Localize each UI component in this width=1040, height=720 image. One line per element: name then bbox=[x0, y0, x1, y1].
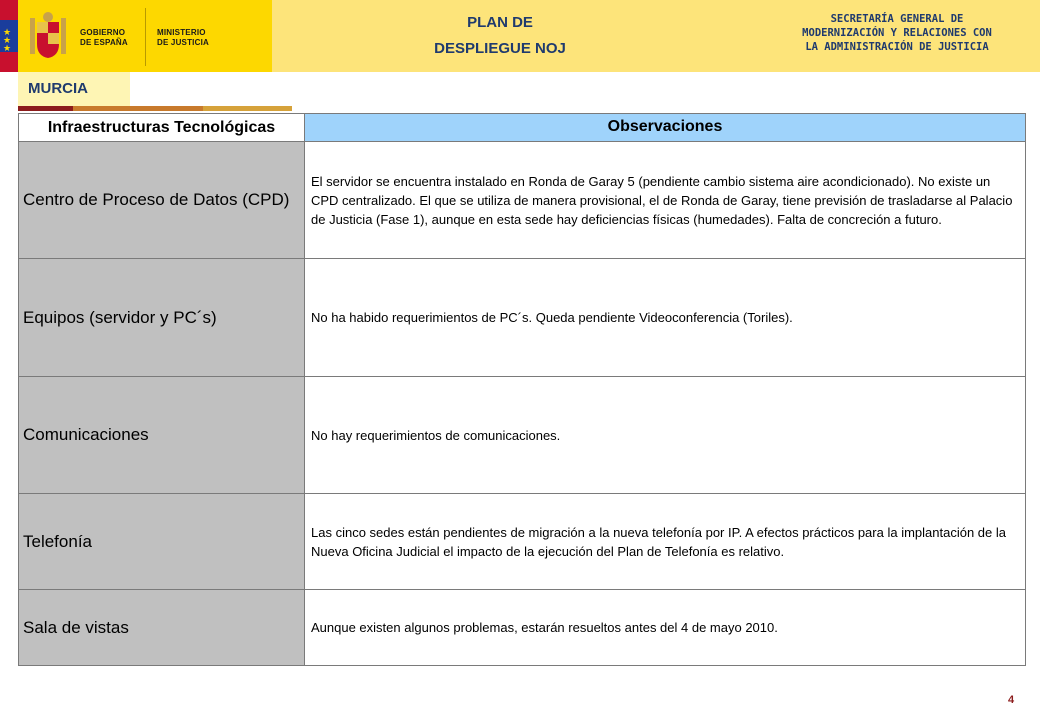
table-row bbox=[19, 590, 1025, 665]
page-number: 4 bbox=[1008, 694, 1015, 706]
government-logo-text: GOBIERNO DE ESPAÑA bbox=[80, 28, 128, 47]
column-header-observaciones: Observaciones bbox=[305, 114, 1025, 142]
ministry-logo-text: MINISTERIO DE JUSTICIA bbox=[157, 28, 209, 47]
accent-bar-red bbox=[18, 106, 73, 111]
row-observation: Aunque existen algunos problemas, estarán resueltos antes del 4 de mayo 2010. bbox=[311, 620, 778, 635]
column-header-infraestructuras: Infraestructuras Tecnológicas bbox=[19, 114, 305, 142]
infrastructure-table bbox=[18, 113, 1026, 666]
row-label: Telefonía bbox=[19, 494, 305, 589]
row-label: Equipos (servidor y PC´s) bbox=[19, 259, 305, 376]
region-label: MURCIA bbox=[28, 80, 88, 97]
row-label: Comunicaciones bbox=[19, 377, 305, 493]
table-header bbox=[19, 114, 1025, 142]
table-row bbox=[19, 494, 1025, 590]
row-label: Sala de vistas bbox=[19, 590, 305, 665]
accent-bar-orange bbox=[73, 106, 203, 111]
row-observation: Las cinco sedes están pendientes de migración a la nueva telefonía por IP. A efectos prácticos para la implantación de la Nueva Oficina Judicial el impacto de la ejecución del Plan de Telefonía es relativo. bbox=[311, 524, 1006, 559]
region-tab bbox=[18, 72, 130, 106]
eu-stars-icon: ★ ★ ★ bbox=[3, 27, 12, 53]
logo-block bbox=[0, 0, 272, 72]
coat-of-arms-icon bbox=[28, 10, 68, 62]
row-observation: No ha habido requerimientos de PC´s. Queda pendiente Videoconferencia (Toriles). bbox=[311, 310, 793, 325]
header-band bbox=[0, 0, 1040, 72]
logo-divider bbox=[145, 8, 146, 66]
table-row bbox=[19, 259, 1025, 377]
row-observation: No hay requerimientos de comunicaciones. bbox=[311, 427, 561, 443]
table-row bbox=[19, 142, 1025, 259]
row-observation: El servidor se encuentra instalado en Ronda de Garay 5 (pendiente cambio sistema aire acondicionado). No existe un CPD centralizado. El que se utiliza de manera provisional, el de Ronda de Garay, tiene previsión de trasladarse al Palacio de Justicia (Fase 1), aunque en esta sede hay deficiencias físicas (humedades). Falta de concreción a futuro. bbox=[311, 173, 1013, 227]
row-label: Centro de Proceso de Datos (CPD) bbox=[19, 142, 305, 258]
accent-bar-gold bbox=[203, 106, 292, 111]
secretaria-heading: SECRETARÍA GENERAL DE MODERNIZACIÓN Y RELACIONES CON LA ADMINISTRACIÓN DE JUSTICIA bbox=[802, 13, 992, 53]
page-title: PLAN DE DESPLIEGUE NOJ bbox=[434, 14, 566, 57]
table-row bbox=[19, 377, 1025, 494]
